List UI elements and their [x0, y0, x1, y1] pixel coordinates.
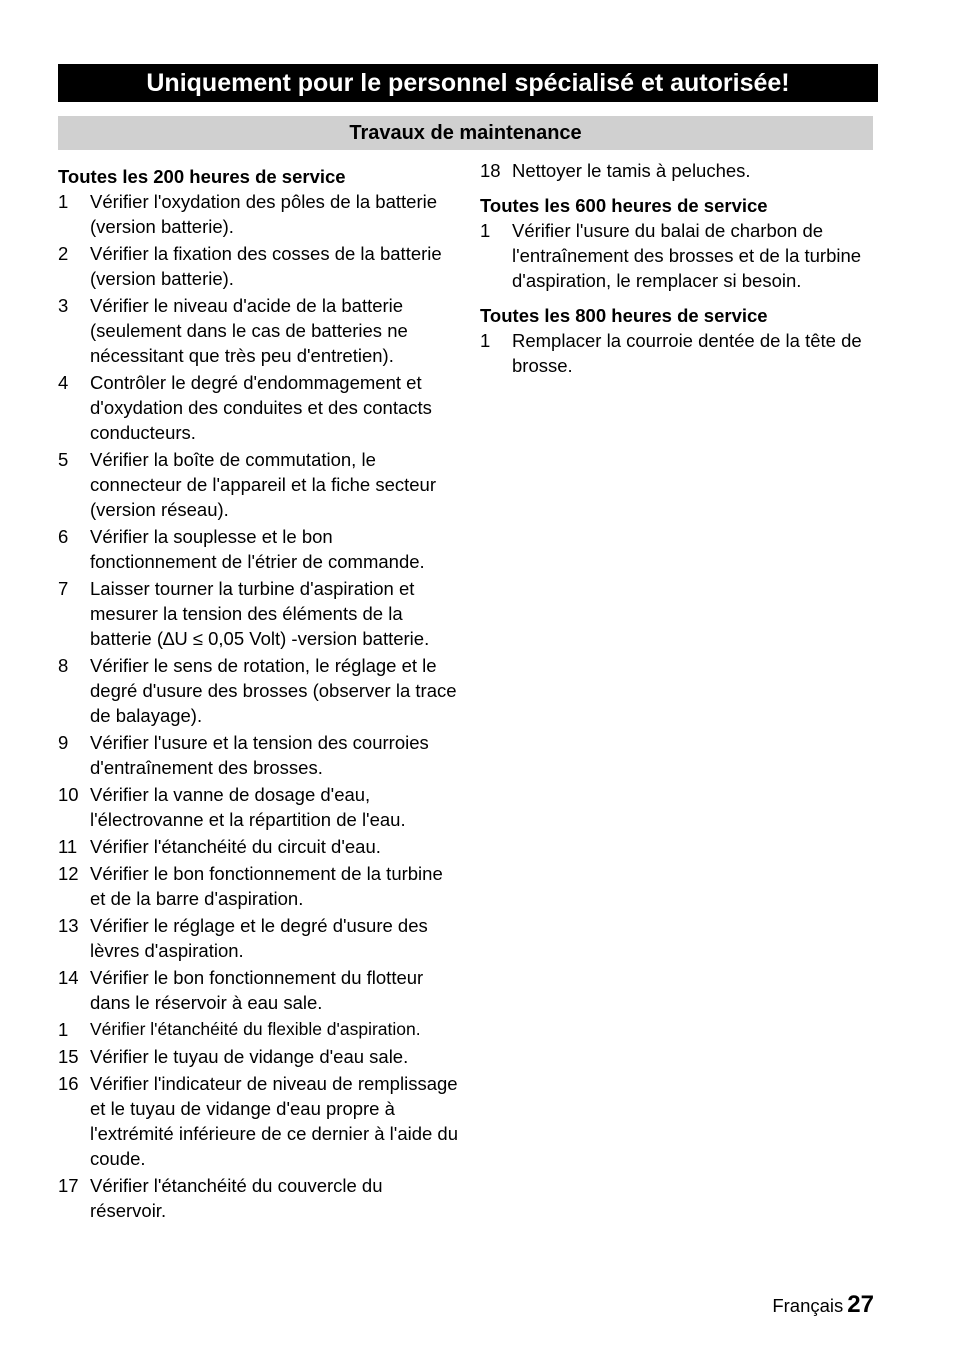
item-text: Vérifier la fixation des cosses de la batterie (version batterie).: [90, 243, 442, 289]
item-number: 3: [58, 295, 69, 316]
item-text: Vérifier le sens de rotation, le réglage et le degré d'usure des brosses (observer la trace de balayage).: [90, 655, 457, 726]
item-number: 4: [58, 372, 69, 393]
item-number: 18: [480, 160, 501, 181]
list-item: [58, 1071, 458, 1171]
section-title: Travaux de maintenance: [58, 116, 873, 150]
item-text: Vérifier l'étanchéité du circuit d'eau.: [90, 836, 381, 857]
item-number: 10: [58, 784, 79, 805]
item-number: 2: [58, 243, 69, 264]
right-column: [480, 158, 880, 380]
item-text: Vérifier l'étanchéité du couvercle du réservoir.: [90, 1175, 383, 1221]
list-item: [58, 524, 458, 574]
list-item: [58, 241, 458, 291]
item-text: Vérifier le niveau d'acide de la batterie (seulement dans le cas de batteries ne nécessitant que très peu d'entretien).: [90, 295, 408, 366]
list-item: [58, 189, 458, 239]
footer-language: Français: [772, 1295, 844, 1316]
list-item: [58, 782, 458, 832]
list-item: [58, 653, 458, 728]
item-text: Vérifier l'oxydation des pôles de la batterie (version batterie).: [90, 191, 438, 237]
item-text: Contrôler le degré d'endommagement et d'oxydation des conduites et des contacts conducteurs.: [90, 372, 432, 443]
list-item: [58, 834, 458, 859]
list-item: [58, 1017, 458, 1042]
item-number: 1: [480, 330, 491, 351]
list-item: [58, 965, 458, 1015]
list-item: [58, 447, 458, 522]
item-text: Vérifier le bon fonctionnement du flotteur dans le réservoir à eau sale.: [90, 967, 424, 1013]
item-number: 1: [480, 220, 491, 241]
item-number: 14: [58, 967, 79, 988]
item-number: 15: [58, 1046, 79, 1067]
list-item: [58, 913, 458, 963]
item-number: 6: [58, 526, 69, 547]
left-column: [58, 164, 458, 1225]
list-item: [480, 158, 880, 183]
item-text: Vérifier l'usure et la tension des courroies d'entraînement des brosses.: [90, 732, 429, 778]
list-item: [58, 1173, 458, 1223]
item-text: Vérifier la vanne de dosage d'eau, l'électrovanne et la répartition de l'eau.: [90, 784, 406, 830]
item-text: Vérifier l'étanchéité du flexible d'aspiration.: [90, 1019, 421, 1039]
page-footer: [772, 1290, 874, 1321]
item-text: Remplacer la courroie dentée de la tête de brosse.: [512, 330, 862, 376]
item-text: Vérifier l'usure du balai de charbon de l'entraînement des brosses et de la turbine d'aspiration, le remplacer si besoin.: [512, 220, 862, 291]
list-item: [58, 730, 458, 780]
item-text: Vérifier la boîte de commutation, le connecteur de l'appareil et la fiche secteur (version réseau).: [90, 449, 436, 520]
item-text: Vérifier l'indicateur de niveau de remplissage et le tuyau de vidange d'eau propre à l'extrémité inférieure de ce dernier à l'aide du coude.: [90, 1073, 459, 1169]
item-number: 16: [58, 1073, 79, 1094]
item-number: 13: [58, 915, 79, 936]
item-number: 17: [58, 1175, 79, 1196]
page-banner-title: Uniquement pour le personnel spécialisé et autorisée!: [58, 64, 878, 102]
list-item: [58, 293, 458, 368]
list-item: [480, 218, 880, 293]
item-number: 7: [58, 578, 69, 599]
list-item: [58, 370, 458, 445]
item-number: 1: [58, 1019, 69, 1040]
item-number: 8: [58, 655, 69, 676]
item-number: 9: [58, 732, 69, 753]
item-number: 12: [58, 863, 79, 884]
item-number: 5: [58, 449, 69, 470]
item-text: Nettoyer le tamis à peluches.: [512, 160, 751, 181]
item-text: Vérifier le réglage et le degré d'usure des lèvres d'aspiration.: [90, 915, 428, 961]
item-text: Vérifier le bon fonctionnement de la turbine et de la barre d'aspiration.: [90, 863, 443, 909]
interval-heading-800: Toutes les 800 heures de service: [480, 305, 768, 326]
interval-heading-600: Toutes les 600 heures de service: [480, 195, 768, 216]
list-item: [480, 328, 880, 378]
interval-heading-200: Toutes les 200 heures de service: [58, 166, 346, 187]
item-text: Vérifier la souplesse et le bon fonctionnement de l'étrier de commande.: [90, 526, 425, 572]
item-text: Vérifier le tuyau de vidange d'eau sale.: [90, 1046, 409, 1067]
item-text: Laisser tourner la turbine d'aspiration et mesurer la tension des éléments de la batterie (∆U ≤ 0,05 Volt) -version batterie.: [90, 578, 430, 649]
page-number: 27: [847, 1291, 874, 1318]
list-item: [58, 861, 458, 911]
item-number: 1: [58, 191, 69, 212]
list-item: [58, 576, 458, 651]
list-item: [58, 1044, 458, 1069]
item-number: 11: [58, 836, 78, 857]
